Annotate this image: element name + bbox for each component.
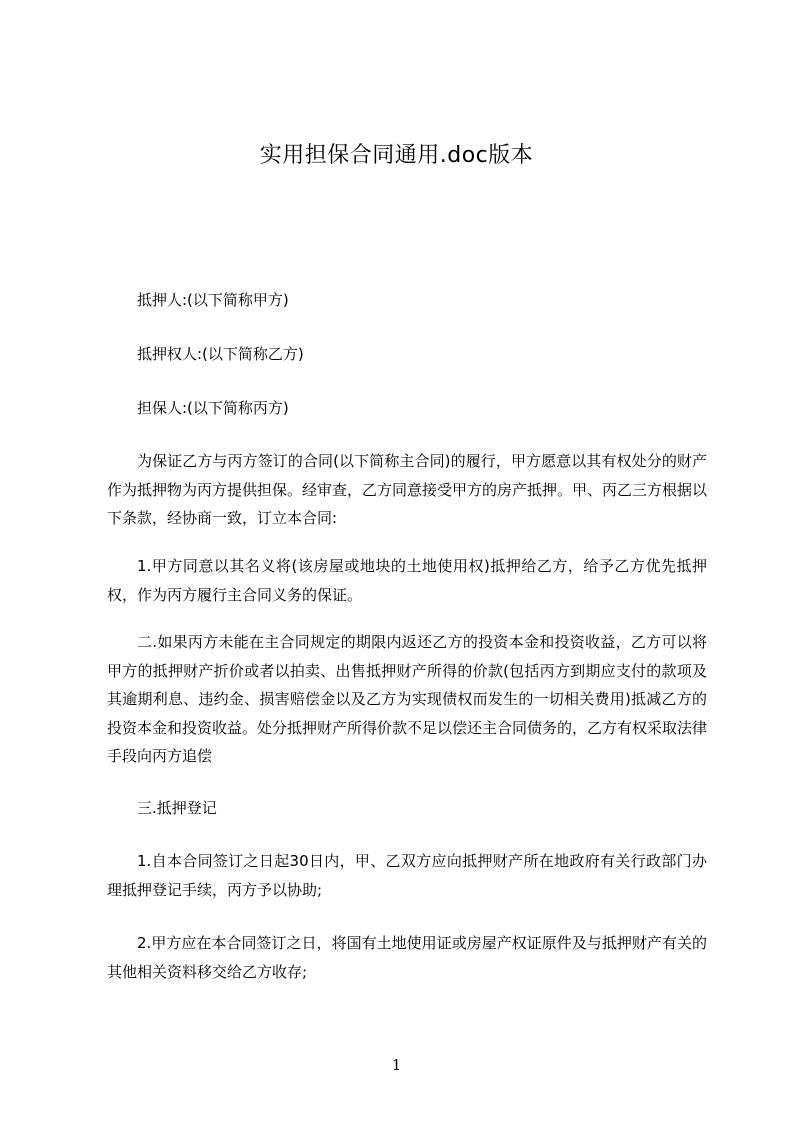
- intro-paragraph: 为保证乙方与丙方签订的合同(以下简称主合同)的履行，甲方愿意以其有权处分的财产作为抵押物为丙方提供担保。经审查，乙方同意接受甲方的房产抵押。甲、丙乙三方根据以下条款，经协商一致，订立本合同:: [107, 452, 708, 527]
- party-mortgagee: 抵押权人:(以下简称乙方): [137, 345, 304, 363]
- section-three-item-1: 1.自本合同签订之日起30日内，甲、乙双方应向抵押财产所在地政府有关行政部门办理抵押登记手续，丙方予以协助;: [107, 852, 707, 899]
- clause-one-paragraph: 1.甲方同意以其名义将(该房屋或地块的土地使用权)抵押给乙方，给予乙方优先抵押权，作为丙方履行主合同义务的保证。: [107, 557, 707, 604]
- party-guarantor: 担保人:(以下简称丙方): [137, 399, 289, 417]
- party-mortgagor: 抵押人:(以下简称甲方): [137, 291, 289, 309]
- document-title: 实用担保合同通用.doc版本: [259, 143, 534, 168]
- section-three-item-2: 2.甲方应在本合同签订之日，将国有土地使用证或房屋产权证原件及与抵押财产有关的其他相关资料移交给乙方收存;: [107, 934, 707, 981]
- section-three-heading: 三.抵押登记: [137, 799, 217, 817]
- clause-two-paragraph: 二.如果丙方未能在主合同规定的期限内返还乙方的投资本金和投资收益，乙方可以将甲方的抵押财产折价或者以拍卖、出售抵押财产所得的价款(包括丙方到期应支付的款项及其逾期利息、违约金、损害赔偿金以及乙方为实现债权而发生的一切相关费用)抵减乙方的投资本金和投资收益。处分抵押财产所得价款不足以偿还主合同债务的，乙方有权采取法律手段向丙方追偿: [107, 633, 708, 765]
- page-number: 1: [391, 1056, 402, 1074]
